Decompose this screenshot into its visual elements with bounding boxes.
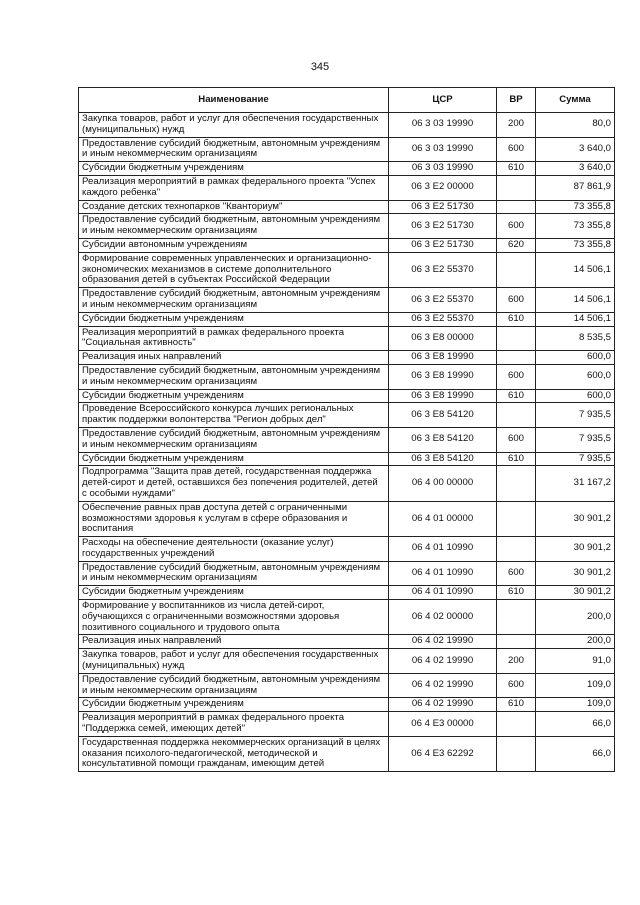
cell-vr: 600	[497, 288, 536, 313]
cell-sum: 200,0	[536, 600, 615, 635]
table-row	[79, 673, 615, 698]
cell-vr	[497, 736, 536, 771]
cell-name: Предоставление субсидий бюджетным, автономным учреждениям и иным некоммерческим организациям	[79, 427, 389, 452]
cell-vr	[497, 252, 536, 287]
cell-vr: 600	[497, 364, 536, 389]
cell-sum: 30 901,2	[536, 537, 615, 562]
cell-vr: 610	[497, 586, 536, 600]
cell-name: Предоставление субсидий бюджетным, автономным учреждениям и иным некоммерческим организациям	[79, 288, 389, 313]
cell-vr: 610	[497, 452, 536, 466]
cell-vr	[497, 501, 536, 536]
cell-csr: 06 4 02 00000	[389, 600, 497, 635]
cell-sum: 200,0	[536, 635, 615, 649]
table-row	[79, 649, 615, 674]
cell-name: Предоставление субсидий бюджетным, автономным учреждениям и иным некоммерческим организациям	[79, 137, 389, 162]
cell-csr: 06 4 01 10990	[389, 586, 497, 600]
cell-name: Реализация мероприятий в рамках федерального проекта "Социальная активность"	[79, 326, 389, 351]
cell-sum: 600,0	[536, 364, 615, 389]
table-row	[79, 389, 615, 403]
page-number: 345	[310, 61, 330, 73]
cell-csr: 06 4 E3 00000	[389, 712, 497, 737]
cell-csr: 06 3 E8 00000	[389, 326, 497, 351]
cell-csr: 06 4 02 19990	[389, 698, 497, 712]
cell-name: Реализация иных направлений	[79, 635, 389, 649]
cell-name: Субсидии бюджетным учреждениям	[79, 389, 389, 403]
cell-name: Государственная поддержка некоммерческих организаций в целях оказания психолого-педагогической, методической и консультативной помощи гражданам, имеющим детей	[79, 736, 389, 771]
header-name: Наименование	[79, 88, 389, 113]
cell-sum: 109,0	[536, 673, 615, 698]
cell-csr: 06 3 E8 54120	[389, 427, 497, 452]
cell-csr: 06 4 02 19990	[389, 673, 497, 698]
cell-csr: 06 3 E8 54120	[389, 403, 497, 428]
cell-sum: 31 167,2	[536, 466, 615, 501]
table-row	[79, 736, 615, 771]
cell-name: Реализация иных направлений	[79, 351, 389, 365]
header-vr: ВР	[497, 88, 536, 113]
cell-sum: 14 506,1	[536, 288, 615, 313]
cell-csr: 06 3 03 19990	[389, 137, 497, 162]
cell-name: Расходы на обеспечение деятельности (оказание услуг) государственных учреждений	[79, 537, 389, 562]
cell-csr: 06 3 E8 54120	[389, 452, 497, 466]
header-sum: Сумма	[536, 88, 615, 113]
cell-sum: 80,0	[536, 113, 615, 138]
cell-sum: 87 861,9	[536, 175, 615, 200]
table-row	[79, 698, 615, 712]
cell-csr: 06 3 E8 19990	[389, 364, 497, 389]
cell-csr: 06 3 E2 55370	[389, 288, 497, 313]
cell-name: Закупка товаров, работ и услуг для обеспечения государственных (муниципальных) нужд	[79, 649, 389, 674]
cell-vr	[497, 712, 536, 737]
cell-vr	[497, 537, 536, 562]
cell-name: Субсидии бюджетным учреждениям	[79, 162, 389, 176]
table-row	[79, 200, 615, 214]
cell-name: Субсидии бюджетным учреждениям	[79, 452, 389, 466]
table-row	[79, 288, 615, 313]
cell-vr: 610	[497, 389, 536, 403]
cell-name: Подпрограмма "Защита прав детей, государственная поддержка детей-сирот и детей, оставшихся без попечения родителей, детей с особыми нуждами"	[79, 466, 389, 501]
cell-sum: 14 506,1	[536, 312, 615, 326]
cell-name: Предоставление субсидий бюджетным, автономным учреждениям и иным некоммерческим организациям	[79, 214, 389, 239]
table-row	[79, 162, 615, 176]
table-row	[79, 561, 615, 586]
cell-vr: 600	[497, 673, 536, 698]
table-row	[79, 113, 615, 138]
cell-name: Субсидии бюджетным учреждениям	[79, 698, 389, 712]
budget-table	[78, 87, 615, 772]
cell-vr	[497, 635, 536, 649]
cell-name: Создание детских технопарков "Кванториум"	[79, 200, 389, 214]
table-row	[79, 326, 615, 351]
cell-vr: 620	[497, 238, 536, 252]
cell-sum: 600,0	[536, 351, 615, 365]
cell-sum: 3 640,0	[536, 162, 615, 176]
cell-csr: 06 3 E2 00000	[389, 175, 497, 200]
cell-name: Обеспечение равных прав доступа детей с ограниченными возможностями здоровья к услугам в сфере образования и воспитания	[79, 501, 389, 536]
cell-name: Реализация мероприятий в рамках федерального проекта "Поддержка семей, имеющих детей"	[79, 712, 389, 737]
cell-name: Предоставление субсидий бюджетным, автономным учреждениям и иным некоммерческим организациям	[79, 364, 389, 389]
cell-sum: 73 355,8	[536, 200, 615, 214]
table-row	[79, 537, 615, 562]
cell-name: Предоставление субсидий бюджетным, автономным учреждениям и иным некоммерческим организациям	[79, 561, 389, 586]
cell-vr: 600	[497, 427, 536, 452]
table-header-row	[79, 88, 615, 113]
table-row	[79, 351, 615, 365]
table-row	[79, 252, 615, 287]
cell-vr	[497, 600, 536, 635]
cell-csr: 06 4 01 00000	[389, 501, 497, 536]
cell-sum: 109,0	[536, 698, 615, 712]
cell-sum: 7 935,5	[536, 403, 615, 428]
table-body	[79, 113, 615, 772]
table-row	[79, 175, 615, 200]
cell-vr	[497, 200, 536, 214]
cell-vr: 610	[497, 312, 536, 326]
cell-vr	[497, 175, 536, 200]
table-row	[79, 586, 615, 600]
cell-sum: 30 901,2	[536, 501, 615, 536]
table-row	[79, 501, 615, 536]
cell-vr	[497, 466, 536, 501]
cell-sum: 73 355,8	[536, 214, 615, 239]
cell-sum: 66,0	[536, 712, 615, 737]
cell-csr: 06 4 00 00000	[389, 466, 497, 501]
cell-csr: 06 4 02 19990	[389, 649, 497, 674]
cell-csr: 06 4 01 10990	[389, 561, 497, 586]
table-row	[79, 452, 615, 466]
cell-csr: 06 3 E2 51730	[389, 200, 497, 214]
cell-name: Закупка товаров, работ и услуг для обеспечения государственных (муниципальных) нужд	[79, 113, 389, 138]
cell-name: Субсидии автономным учреждениям	[79, 238, 389, 252]
cell-csr: 06 4 E3 62292	[389, 736, 497, 771]
cell-vr: 610	[497, 162, 536, 176]
header-csr: ЦСР	[389, 88, 497, 113]
cell-csr: 06 3 E2 51730	[389, 214, 497, 239]
cell-name: Формирование у воспитанников из числа детей-сирот, обучающихся с ограниченными возможностями здоровья позитивного социального и трудового опыта	[79, 600, 389, 635]
cell-csr: 06 3 E2 55370	[389, 312, 497, 326]
cell-sum: 3 640,0	[536, 137, 615, 162]
cell-csr: 06 3 E8 19990	[389, 389, 497, 403]
cell-sum: 7 935,5	[536, 427, 615, 452]
cell-name: Формирование современных управленческих и организационно-экономических механизмов в системе дополнительного образования детей в субъектах Российской Федерации	[79, 252, 389, 287]
cell-sum: 8 535,5	[536, 326, 615, 351]
cell-sum: 14 506,1	[536, 252, 615, 287]
cell-csr: 06 3 E2 51730	[389, 238, 497, 252]
table-row	[79, 137, 615, 162]
cell-vr	[497, 403, 536, 428]
cell-vr: 600	[497, 561, 536, 586]
table-row	[79, 238, 615, 252]
table-row	[79, 312, 615, 326]
cell-sum: 66,0	[536, 736, 615, 771]
table-row	[79, 403, 615, 428]
cell-csr: 06 3 E8 19990	[389, 351, 497, 365]
cell-csr: 06 3 E2 55370	[389, 252, 497, 287]
cell-name: Субсидии бюджетным учреждениям	[79, 312, 389, 326]
table-row	[79, 364, 615, 389]
cell-vr	[497, 351, 536, 365]
cell-sum: 73 355,8	[536, 238, 615, 252]
cell-name: Реализация мероприятий в рамках федерального проекта "Успех каждого ребенка"	[79, 175, 389, 200]
table-row	[79, 427, 615, 452]
cell-csr: 06 4 01 10990	[389, 537, 497, 562]
table-row	[79, 635, 615, 649]
cell-name: Предоставление субсидий бюджетным, автономным учреждениям и иным некоммерческим организациям	[79, 673, 389, 698]
table-row	[79, 600, 615, 635]
table-row	[79, 466, 615, 501]
cell-name: Проведение Всероссийского конкурса лучших региональных практик поддержки волонтерства "Регион добрых дел"	[79, 403, 389, 428]
cell-vr	[497, 326, 536, 351]
cell-csr: 06 3 03 19990	[389, 113, 497, 138]
cell-name: Субсидии бюджетным учреждениям	[79, 586, 389, 600]
cell-vr: 600	[497, 137, 536, 162]
cell-vr: 600	[497, 214, 536, 239]
cell-sum: 30 901,2	[536, 561, 615, 586]
table-row	[79, 712, 615, 737]
cell-sum: 30 901,2	[536, 586, 615, 600]
cell-sum: 600,0	[536, 389, 615, 403]
table-row	[79, 214, 615, 239]
cell-vr: 200	[497, 649, 536, 674]
cell-vr: 200	[497, 113, 536, 138]
cell-csr: 06 3 03 19990	[389, 162, 497, 176]
cell-sum: 7 935,5	[536, 452, 615, 466]
cell-csr: 06 4 02 19990	[389, 635, 497, 649]
cell-vr: 610	[497, 698, 536, 712]
cell-sum: 91,0	[536, 649, 615, 674]
